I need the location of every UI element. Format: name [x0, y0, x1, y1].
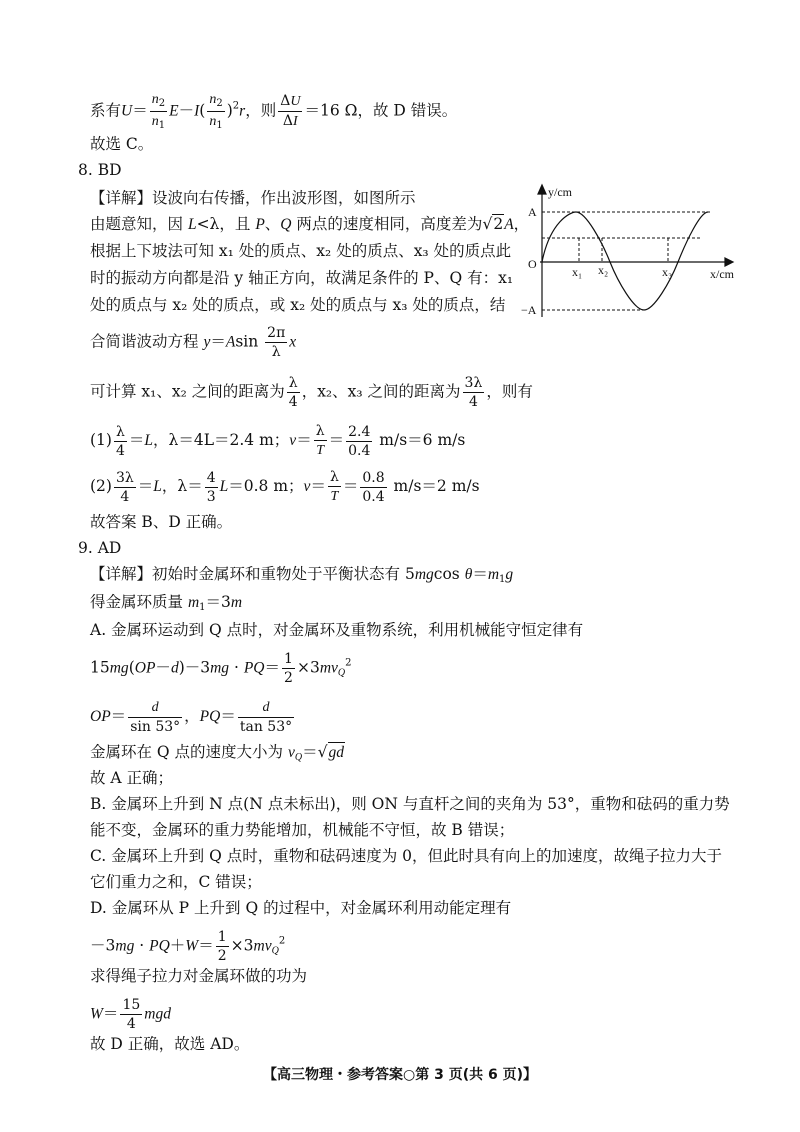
q9-c-line1: C. 金属环上升到 Q 点时，重物和砝码速度为 0，但此时具有向上的加速度，故绳子拉力大于 — [90, 847, 723, 865]
q9-b-line2: 能不变，金属环的重力势能增加，机械能不守恒，故 B 错误； — [90, 821, 515, 839]
q8-case1: (1) $\frac{\lambda}{4}$ ＝L，λ＝4L＝2.4 m；v＝ $\frac{\lambda}{T}$ ＝ $\frac{2.4}{0.4}$ m/s＝6 m/s — [90, 423, 466, 459]
wave-figure — [520, 182, 740, 332]
x1-label: x₁ — [572, 265, 583, 279]
q8-distance-line: 可计算 x₁、x₂ 之间的距离为 $\frac{\lambda}{4}$ ，x₂、x₃ 之间的距离为 $\frac{3\lambda}{4}$ ，则有 — [90, 375, 533, 410]
q7-conclusion: 故选 C。 — [90, 135, 154, 153]
origin-label: O — [528, 257, 537, 271]
y-axis-arrow — [538, 185, 546, 194]
q8-answer: 8. BD — [78, 161, 122, 179]
q9-work-line: 求得绳子拉力对金属环做的功为 — [90, 967, 308, 985]
y-axis-label: y/cm — [548, 185, 572, 199]
q8-line2: 由题意知，因 L<λ，且 P、Q 两点的速度相同，高度差为√2A， — [90, 215, 530, 233]
q8-intro: 【详解】设波向右传播，作出波形图，如图所示 — [90, 189, 416, 207]
q9-final: 故 D 正确，故选 AD。 — [90, 1035, 250, 1053]
q9-a-line: A. 金属环运动到 Q 点时，对金属环及重物系统，利用机械能守恒定律有 — [90, 621, 584, 639]
q8-line3: 根据上下坡法可知 x₁ 处的质点、x₂ 处的质点、x₃ 处的质点此 — [90, 242, 512, 260]
q8-conclusion: 故答案 B、D 正确。 — [90, 513, 233, 531]
q9-d-line: D. 金属环从 P 上升到 Q 的过程中，对金属环利用动能定理有 — [90, 899, 512, 917]
page-footer: 【高三物理・参考答案○第 3 页(共 6 页)】 — [263, 1067, 537, 1083]
q9-b-line1: B. 金属环上升到 N 点(N 点未标出)，则 ON 与直杆之间的夹角为 53°，重物和砝码的重力势 — [90, 795, 730, 813]
q9-a-conclusion: 故 A 正确； — [90, 769, 174, 787]
q9-work-result: W＝ $\frac{15}{4}$ mgd — [90, 997, 171, 1032]
q9-answer: 9. AD — [78, 539, 122, 557]
amp-neg-label: −A — [521, 303, 537, 317]
q8-wave-equation: 合简谐波动方程 y＝Asin $\frac{2\pi}{\lambda}$ x — [90, 325, 297, 360]
amp-pos-label: A — [528, 205, 537, 219]
x-axis-label: x/cm — [710, 267, 734, 281]
q8-case2: (2) $\frac{3\lambda}{4}$ ＝L，λ＝ $\frac{4}{3}$ L＝0.8 m；v＝ $\frac{\lambda}{T}$ ＝ $\frac{0.8}{0.4}$ m/s＝2 m/s — [90, 469, 480, 505]
q9-work-energy-equation: －3mg · PQ＋W＝ $\frac{1}{2}$ $\times 3mv_Q^2$ — [90, 929, 286, 964]
q9-geometry: OP＝ $\frac{d}{\sin 53^\circ}$ ，PQ＝ $\frac{d}{\tan 53^\circ}$ — [90, 700, 293, 735]
q9-c-line2: 它们重力之和，C 错误； — [90, 873, 262, 891]
x-axis-arrow — [725, 258, 733, 266]
x2-label: x₂ — [598, 263, 609, 277]
q8-tag: 【详解】 — [90, 189, 153, 207]
q9-velocity: 金属环在 Q 点的速度大小为 $v_Q=√gd$ — [90, 743, 345, 763]
wave-curve — [542, 212, 708, 310]
q9-energy-equation: 15mg(OP－d)－3mg · PQ＝ $\frac{1}{2}$ $\times 3mv_Q^2$ — [90, 651, 352, 686]
q8-line5: 处的质点与 x₂ 处的质点，或 x₂ 处的质点与 x₃ 处的质点，结 — [90, 296, 506, 314]
q9-tag: 【详解】 — [90, 565, 153, 583]
q8-line4: 时的振动方向都是沿 y 轴正方向，故满足条件的 P、Q 有：x₁ — [90, 269, 514, 287]
q9-mass-line: 得金属环质量 $m_1=3m$ — [90, 593, 243, 613]
q9-intro: 【详解】初始时金属环和重物处于平衡状态有 5mgcos $\theta=m_1g$ — [90, 565, 514, 585]
q7-formula-line: 系有U＝ $\frac{n_2}{n_1}$ E－I( $\frac{n_2}{n_1}$ )$^2$r，则 $\frac{\Delta U}{\Delta I}$ ＝16 Ω，故 D 错误。 — [90, 92, 458, 131]
x3-label: x₃ — [662, 265, 673, 279]
